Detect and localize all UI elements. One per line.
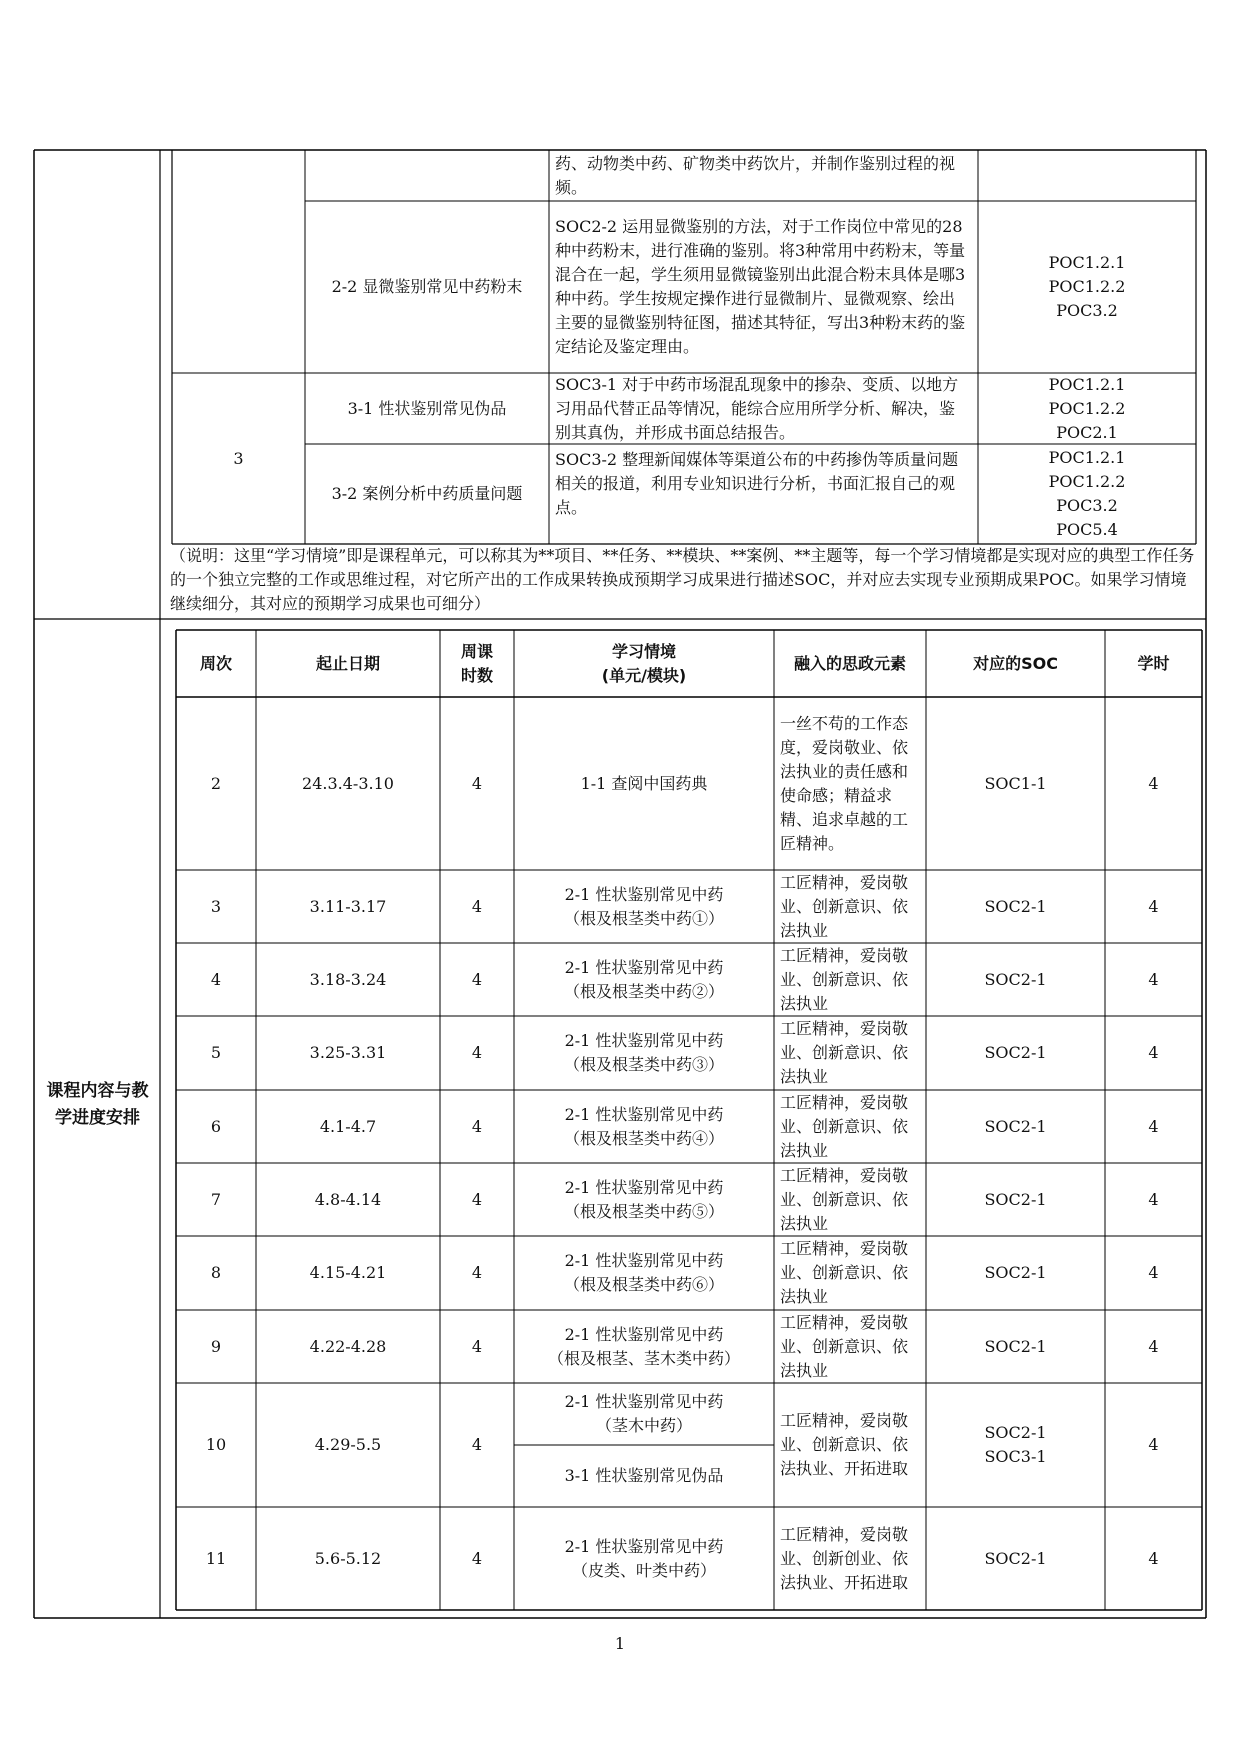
page-number: 1 [614, 1634, 626, 1653]
section-label: 课程内容与教学进度安排 [46, 1081, 149, 1128]
cell-situation: 1-1 查阅中国药典 [580, 773, 708, 793]
cell-soc: SOC2-1 [984, 1548, 1047, 1568]
cell-credit: 4 [1148, 1189, 1159, 1209]
cell-soc: SOC2-1 SOC3-1 [984, 1423, 1047, 1466]
cell-hours: 4 [471, 1116, 483, 1136]
cell-hours: 4 [471, 1189, 483, 1209]
upper-unit-number: 3 [233, 448, 244, 468]
cell-credit: 4 [1148, 1336, 1159, 1356]
cell-credit: 4 [1148, 896, 1159, 916]
cell-situation: 2-1 性状鉴别常见中药 （茎木中药） [564, 1392, 724, 1435]
cell-soc: SOC2-1 [984, 969, 1047, 989]
upper-situation-cell: 3-1 性状鉴别常见伪品 [347, 398, 507, 418]
cell-hours: 4 [471, 1548, 483, 1568]
cell-week: 5 [210, 1043, 222, 1062]
cell-soc: SOC2-1 [984, 1263, 1047, 1282]
cell-ideology: 工匠精神，爱岗敬业、创新意识、依法执业 [780, 945, 909, 1013]
cell-ideology: 工匠精神，爱岗敬业、创新意识、依法执业 [780, 872, 909, 940]
cell-hours: 4 [471, 896, 483, 916]
upper-soc-cell: SOC3-2 整理新闻媒体等渠道公布的中药掺伪等质量问题相关的报道，利用专业知识进行分析，书面汇报自己的观点。 [555, 450, 959, 517]
cell-situation: 2-1 性状鉴别常见中药 （皮类、叶类中药） [564, 1536, 724, 1580]
cell-dates: 4.29-5.5 [314, 1435, 382, 1454]
cell-hours: 4 [471, 1263, 483, 1282]
upper-poc-cell: POC1.2.1 POC1.2.2 POC3.2 [1048, 253, 1126, 320]
cell-hours: 4 [471, 969, 483, 989]
upper-soc-cell: 药、动物类中药、矿物类中药饮片，并制作鉴别过程的视频。 [555, 153, 956, 197]
cell-hours: 4 [471, 773, 483, 793]
cell-credit: 4 [1148, 1043, 1159, 1062]
upper-soc-cell: SOC2-2 运用显微鉴别的方法，对于工作岗位中常见的28种中药粉末，进行准确的鉴别。将3种常用中药粉末，等量混合在一起，学生须用显微镜鉴别出此混合粉末具体是哪3种中药。学生按规定操作进行显微制片、显微观察、绘出主要的显微鉴别特征图，描述其特征，写出3种粉末药的鉴定结论及鉴定理由。 [555, 217, 966, 356]
cell-week: 7 [210, 1189, 222, 1209]
explanation-note: （说明：这里“学习情境”即是课程单元，可以称其为**项目、**任务、**模块、**案例、**主题等，每一个学习情境都是实现对应的典型工作任务的一个独立完整的工作或思维过程，对它所产出的工作成果转换成预期学习成果进行描述SOC，并对应去实现专业预期成果POC。如果学习情境继续细分，其对应的预期学习成果也可细分） [170, 546, 1195, 613]
cell-week: 8 [210, 1263, 222, 1282]
upper-poc-cell: POC1.2.1 POC1.2.2 POC3.2 POC5.4 [1048, 448, 1126, 539]
column-header-weekly-hours: 周课时数 [460, 641, 493, 685]
cell-soc: SOC2-1 [984, 1189, 1047, 1209]
cell-credit: 4 [1148, 1263, 1159, 1282]
cell-situation: 2-1 性状鉴别常见中药 （根及根茎类中药④） [563, 1104, 724, 1148]
cell-week: 6 [210, 1116, 222, 1136]
cell-credit: 4 [1148, 969, 1159, 989]
cell-situation: 2-1 性状鉴别常见中药 （根及根茎类中药①） [563, 884, 724, 928]
column-header-week: 周次 [199, 653, 232, 673]
cell-ideology: 工匠精神，爱岗敬业、创新意识、依法执业 [780, 1019, 909, 1086]
cell-ideology: 工匠精神，爱岗敬业、创新意识、依法执业 [780, 1165, 909, 1233]
upper-soc-cell: SOC3-1 对于中药市场混乱现象中的掺杂、变质、以地方习用品代替正品等情况，能综合应用所学分析、解决，鉴别其真伪，并形成书面总结报告。 [555, 374, 959, 442]
upper-poc-cell: POC1.2.1 POC1.2.2 POC2.1 [1048, 374, 1126, 442]
cell-credit: 4 [1148, 1116, 1159, 1136]
cell-ideology: 工匠精神，爱岗敬业、创新意识、依法执业 [780, 1239, 909, 1306]
column-header-ideology: 融入的思政元素 [793, 653, 906, 673]
cell-soc: SOC2-1 [984, 1043, 1047, 1062]
cell-week: 10 [205, 1435, 227, 1454]
cell-hours: 4 [471, 1435, 483, 1454]
cell-dates: 4.22-4.28 [309, 1336, 387, 1356]
cell-week: 9 [210, 1336, 222, 1356]
cell-hours: 4 [471, 1336, 483, 1356]
upper-situation-cell: 3-2 案例分析中药质量问题 [331, 484, 523, 503]
cell-week: 11 [205, 1548, 227, 1568]
cell-week: 3 [210, 896, 222, 916]
column-header-situation: 学习情境 (单元/模块) [601, 641, 687, 685]
cell-week: 2 [210, 773, 222, 793]
cell-dates: 3.25-3.31 [309, 1043, 387, 1062]
cell-credit: 4 [1148, 1435, 1159, 1454]
cell-ideology: 一丝不苟的工作态度，爱岗敬业、依法执业的责任感和使命感；精益求精、追求卓越的工匠精神。 [780, 713, 909, 853]
cell-ideology: 工匠精神，爱岗敬业、创新意识、依法执业 [780, 1092, 909, 1160]
cell-situation: 3-1 性状鉴别常见伪品 [564, 1466, 724, 1485]
cell-situation: 2-1 性状鉴别常见中药 （根及根茎、茎木类中药） [547, 1324, 740, 1368]
cell-soc: SOC2-1 [984, 1116, 1047, 1136]
cell-ideology: 工匠精神，爱岗敬业、创新意识、依法执业、开拓进取 [780, 1411, 909, 1478]
cell-dates: 4.1-4.7 [319, 1116, 377, 1136]
cell-situation: 2-1 性状鉴别常见中药 （根及根茎类中药③） [563, 1031, 724, 1074]
cell-dates: 4.8-4.14 [314, 1189, 382, 1209]
cell-credit: 4 [1148, 1548, 1159, 1568]
column-header-credit: 学时 [1137, 653, 1170, 673]
cell-soc: SOC2-1 [984, 896, 1047, 916]
column-header-dates: 起止日期 [315, 653, 380, 673]
cell-soc: SOC2-1 [984, 1336, 1047, 1356]
cell-credit: 4 [1148, 773, 1159, 793]
cell-ideology: 工匠精神，爱岗敬业、创新创业、依法执业、开拓进取 [780, 1524, 909, 1592]
column-header-soc: 对应的SOC [973, 653, 1058, 673]
upper-situation-cell: 2-2 显微鉴别常见中药粉末 [331, 277, 523, 296]
cell-situation: 2-1 性状鉴别常见中药 （根及根茎类中药⑥） [563, 1251, 724, 1294]
cell-hours: 4 [471, 1043, 483, 1062]
cell-dates: 4.15-4.21 [309, 1263, 387, 1282]
cell-dates: 3.11-3.17 [309, 896, 387, 916]
cell-ideology: 工匠精神，爱岗敬业、创新意识、依法执业 [780, 1312, 909, 1380]
cell-situation: 2-1 性状鉴别常见中药 （根及根茎类中药②） [563, 957, 724, 1001]
cell-situation: 2-1 性状鉴别常见中药 （根及根茎类中药⑤） [563, 1177, 724, 1221]
cell-dates: 3.18-3.24 [309, 969, 387, 989]
cell-dates: 5.6-5.12 [314, 1548, 382, 1568]
cell-dates: 24.3.4-3.10 [302, 773, 394, 793]
cell-soc: SOC1-1 [984, 773, 1047, 793]
cell-week: 4 [210, 969, 222, 989]
